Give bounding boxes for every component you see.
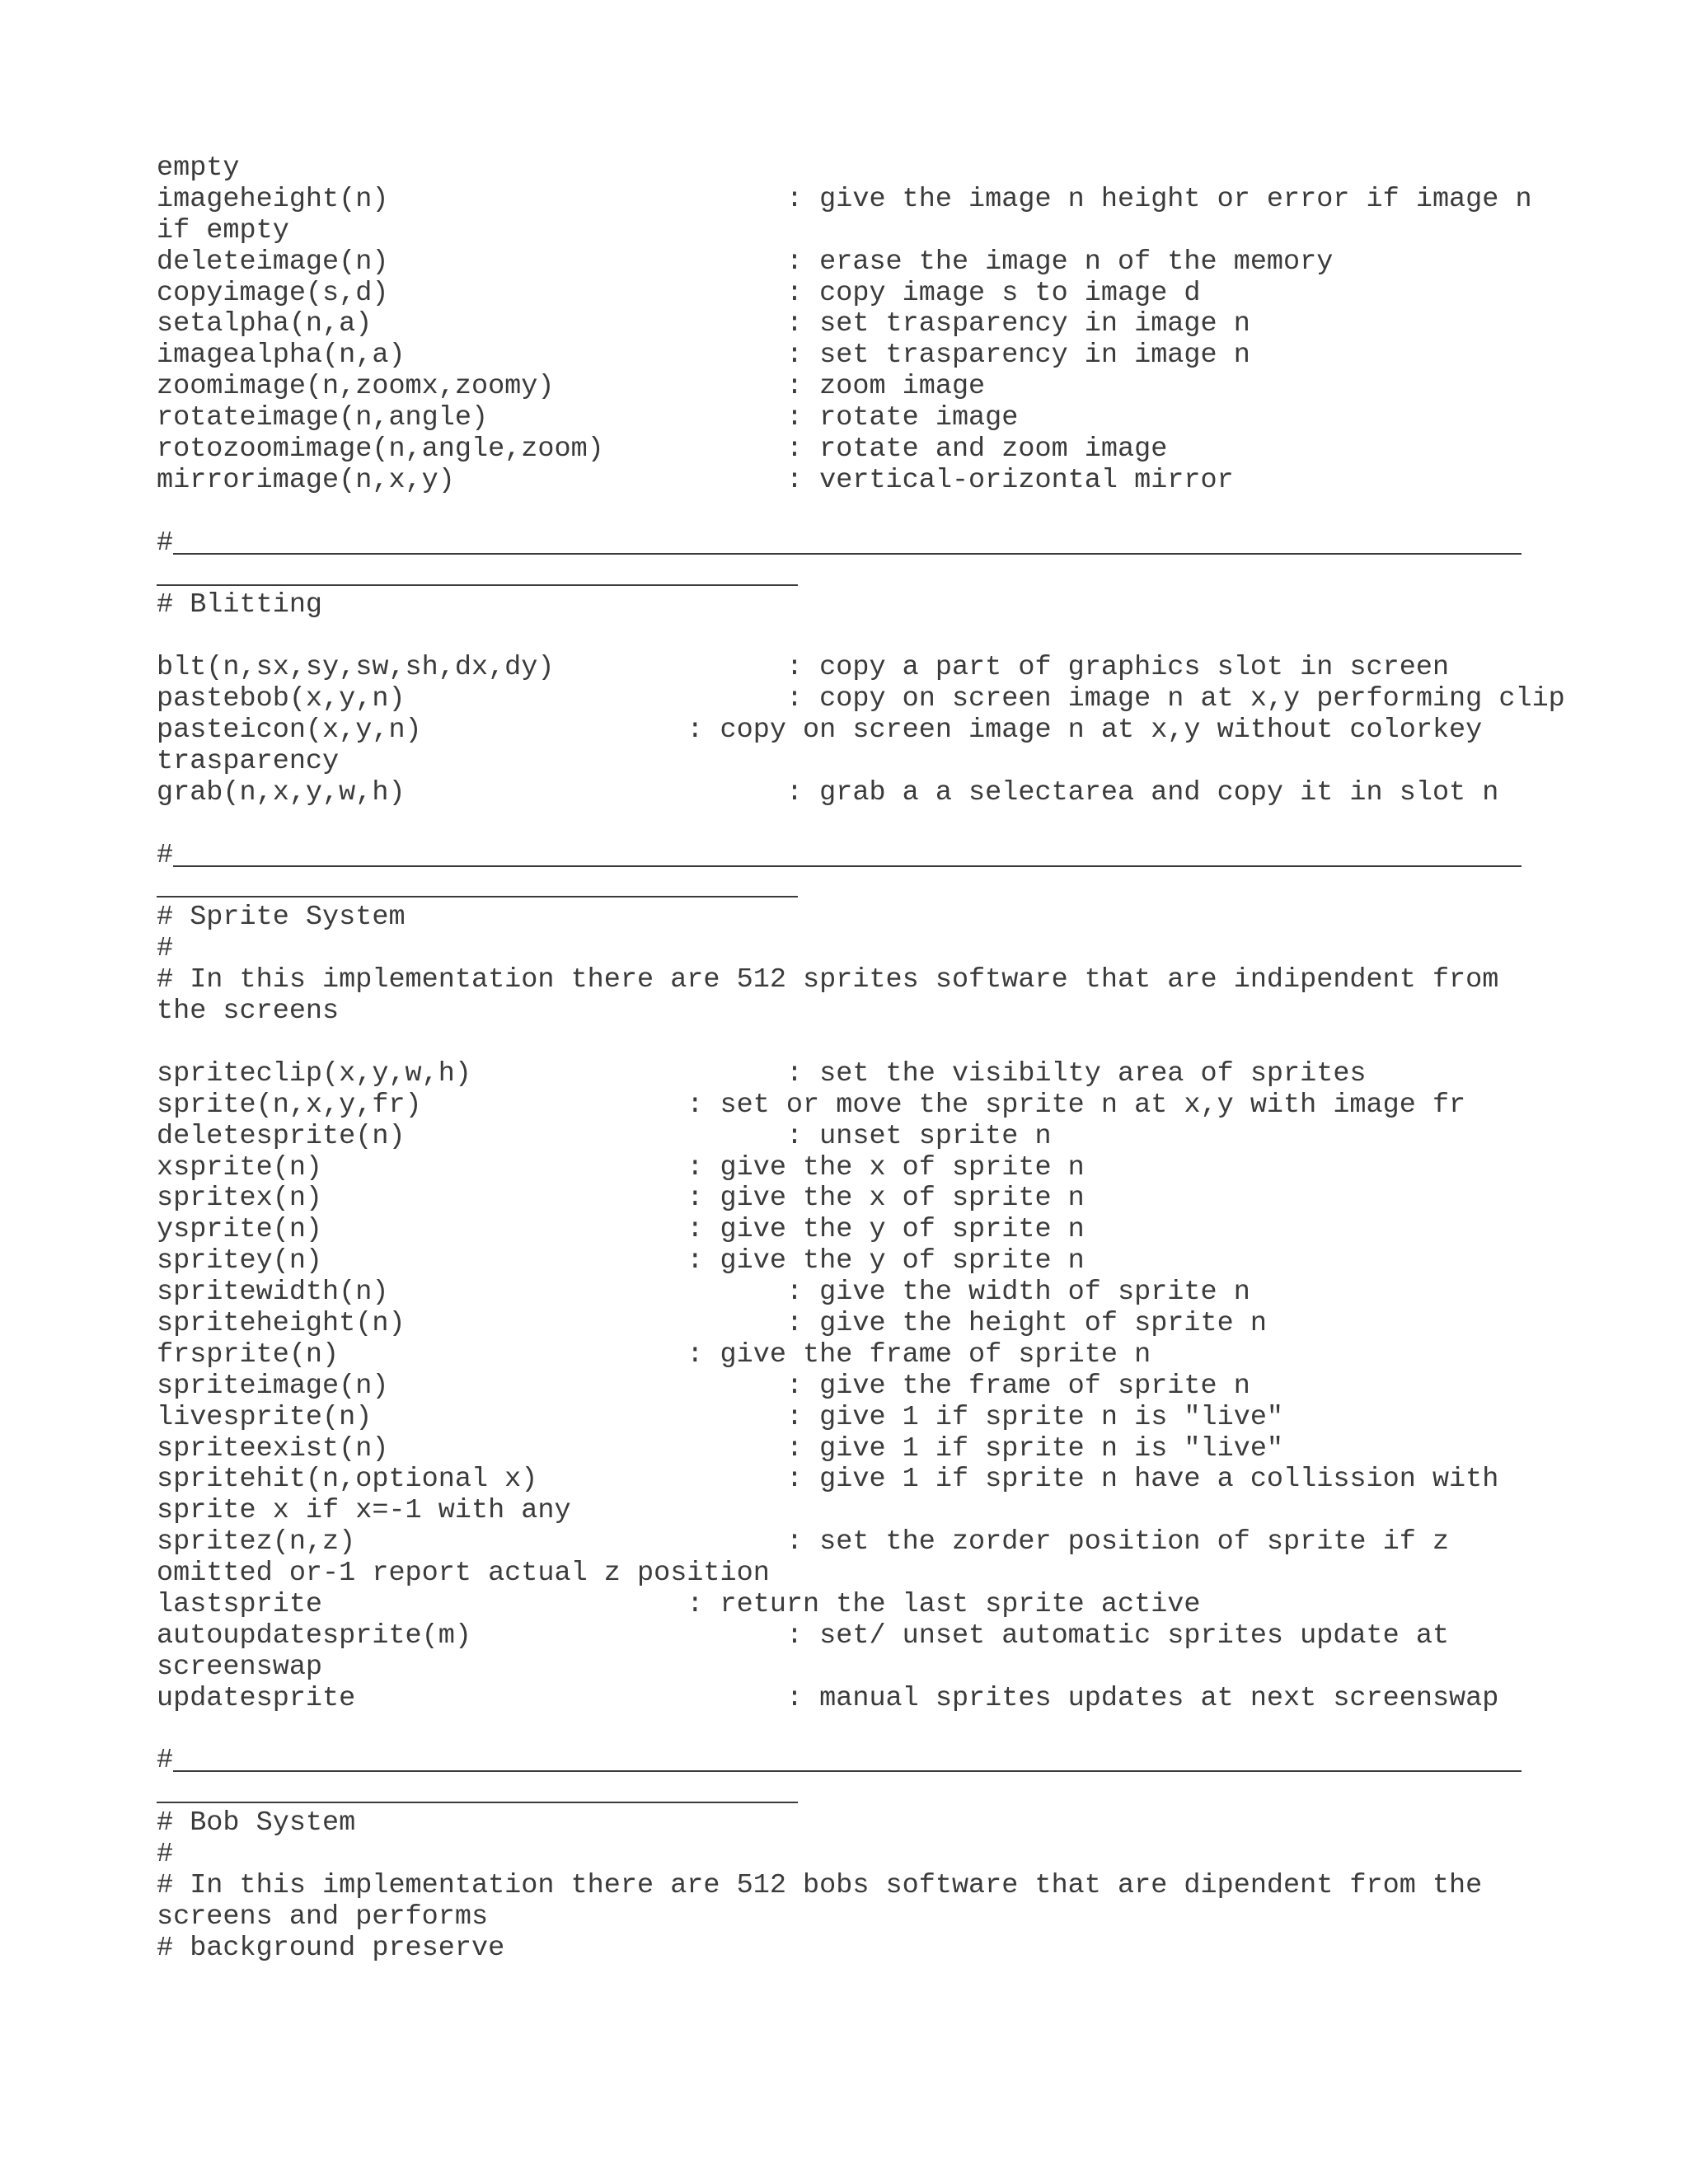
text-line: rotozoomimage(n,angle,zoom) : rotate and zoom image [157, 434, 1168, 466]
text-line: # In this implementation there are 512 sprites software that are indipendent from [157, 964, 1499, 996]
blank-line [157, 809, 1558, 841]
text-line: empty [157, 152, 240, 184]
text-line: # Sprite System [157, 902, 406, 934]
text-line: screens and performs [157, 1900, 489, 1933]
text-line: lastsprite : return the last sprite active [157, 1588, 1201, 1620]
text-line: # [157, 1839, 174, 1871]
separator-hash: # [157, 839, 174, 871]
separator-continuation [157, 560, 1558, 591]
separator-underline [173, 865, 1522, 867]
text-line: blt(n,sx,sy,sw,sh,dx,dy) : copy a part of graphics slot in screen [157, 652, 1450, 684]
text-line: setalpha(n,a) : set trasparency in image n [157, 308, 1250, 340]
section-separator [157, 528, 1558, 560]
text-line: grab(n,x,y,w,h) : grab a a selectarea and copy it in slot n [157, 776, 1499, 808]
separator-hash: # [157, 527, 174, 559]
text-line: xsprite(n) : give the x of sprite n [157, 1151, 1085, 1183]
text-line: # Bob System [157, 1807, 356, 1840]
text-line: spritewidth(n) : give the width of sprite n [157, 1277, 1250, 1309]
text-line: # background preserve [157, 1932, 505, 1964]
text-line: # [157, 933, 174, 965]
text-line: spriteclip(x,y,w,h) : set the visibilty area of sprites [157, 1057, 1367, 1090]
text-line: autoupdatesprite(m) : set/ unset automatic sprites update at [157, 1619, 1450, 1652]
text-line: spritey(n) : give the y of sprite n [157, 1245, 1085, 1277]
text-line: screenswap [157, 1651, 323, 1683]
text-line: imageheight(n) : give the image n height or error if image n [157, 183, 1532, 215]
separator-underline [157, 584, 798, 586]
text-line: spritez(n,z) : set the zorder position of sprite if z [157, 1526, 1450, 1558]
text-line: omitted or-1 report actual z position [157, 1558, 770, 1590]
blank-line [157, 497, 1558, 528]
text-line: spritex(n) : give the x of sprite n [157, 1183, 1085, 1215]
separator-continuation [157, 871, 1558, 902]
blank-line [157, 621, 1558, 653]
text-line: livesprite(n) : give 1 if sprite n is "live" [157, 1401, 1284, 1433]
text-line: spriteimage(n) : give the frame of sprite n [157, 1370, 1250, 1402]
text-line: zoomimage(n,zoomx,zoomy) : zoom image [157, 371, 986, 403]
text-line: pasteicon(x,y,n) : copy on screen image n at x,y without colorkey [157, 715, 1483, 747]
section-separator [157, 1746, 1558, 1777]
text-line: trasparency [157, 745, 340, 777]
text-line: mirrorimage(n,x,y) : vertical-orizontal mirror [157, 464, 1234, 496]
blank-line [157, 1715, 1558, 1746]
document-body [157, 152, 1565, 1965]
text-line: deletesprite(n) : unset sprite n [157, 1120, 1052, 1152]
text-line: spriteheight(n) : give the height of sprite n [157, 1307, 1267, 1339]
text-line: copyimage(s,d) : copy image s to image d [157, 277, 1201, 309]
text-line: sprite(n,x,y,fr) : set or move the sprite n at x,y with image fr [157, 1089, 1466, 1121]
text-line: deleteimage(n) : erase the image n of the memory [157, 246, 1334, 278]
text-line: the screens [157, 996, 340, 1028]
text-line: rotateimage(n,angle) : rotate image [157, 402, 1019, 434]
section-separator [157, 841, 1558, 872]
text-line: imagealpha(n,a) : set trasparency in image n [157, 340, 1250, 372]
text-line: pastebob(x,y,n) : copy on screen image n at x,y performing clip [157, 683, 1565, 715]
text-line: # Blitting [157, 589, 323, 621]
separator-hash: # [157, 1745, 174, 1777]
blank-line [157, 1028, 1558, 1059]
text-line: spriteexist(n) : give 1 if sprite n is "live" [157, 1432, 1284, 1465]
separator-underline [173, 553, 1522, 555]
separator-underline [157, 1802, 798, 1803]
text-line: sprite x if x=-1 with any [157, 1495, 571, 1527]
separator-continuation [157, 1777, 1558, 1808]
text-line: updatesprite : manual sprites updates at next screenswap [157, 1682, 1499, 1714]
text-line: frsprite(n) : give the frame of sprite n [157, 1338, 1151, 1371]
text-line: spritehit(n,optional x) : give 1 if sprite n have a collission with [157, 1464, 1499, 1496]
text-line: if empty [157, 214, 289, 246]
text-line: # In this implementation there are 512 bobs software that are dipendent from the [157, 1869, 1483, 1901]
text-line: ysprite(n) : give the y of sprite n [157, 1214, 1085, 1246]
separator-underline [157, 896, 798, 898]
separator-underline [173, 1770, 1522, 1772]
